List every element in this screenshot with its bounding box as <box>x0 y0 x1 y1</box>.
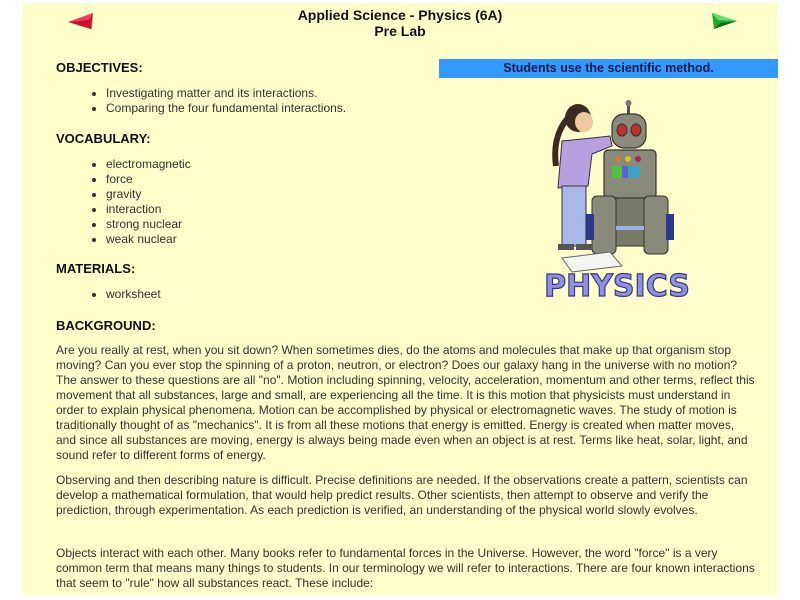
list-item: • electromagnetic <box>106 157 191 172</box>
objectives-list <box>56 86 346 116</box>
background-heading: BACKGROUND: <box>56 318 156 333</box>
materials-heading: MATERIALS: <box>56 261 136 276</box>
list-item: • interaction <box>106 202 191 217</box>
list-item: • Investigating matter and its interactions. <box>106 86 346 101</box>
page-title <box>22 7 778 39</box>
list-item: • weak nuclear <box>106 232 191 247</box>
objective-banner: Students use the scientific method. <box>439 59 778 78</box>
background-paragraph-3: Objects interact with each other. Many books refer to fundamental forces in the Universe. However, the word "force" is a very common term that means many things to students. In our terminology we will refer to interactions. There are four known interactions that seem to "rule" how all substances react. These include: <box>56 546 755 590</box>
vocabulary-heading: VOCABULARY: <box>56 131 151 146</box>
next-page-button[interactable] <box>710 12 738 30</box>
list-item: • force <box>106 172 191 187</box>
title-line-2: Pre Lab <box>374 23 426 39</box>
objectives-heading: OBJECTIVES: <box>56 60 143 75</box>
background-paragraph-1: Are you really at rest, when you sit down? When sometimes dies, do the atoms and molecules that make up that organism stop moving? Can you ever stop the spinning of a proton, neutron, or electron? Does our galaxy hang in the universe with no motion? The answer to these questions are all "no". Motion including spinning, velocity, acceleration, momentum and other terms, reflect this movement that all substances, large and small, are experiencing all the time. It is this motion that physicists must understand in order to explain physical phenomena. Motion can be accomplished by physical or electromagnetic waves. The study of motion is traditionally thought of as "mechanics". It is from all these motions that energy is emitted. Energy is created when matter moves, and since all substances are moving, energy is always being made even when an object is at rest. Terms like heat, solar, light, and sound refer to different forms of energy. <box>56 343 755 462</box>
girl-with-robot-image <box>532 96 702 304</box>
physics-illustration <box>532 96 702 304</box>
page-panel <box>22 3 778 595</box>
list-item: • worksheet <box>106 287 161 302</box>
green-right-arrow-icon <box>710 12 738 30</box>
background-paragraph-2: Observing and then describing nature is difficult. Precise definitions are needed. If the observations create a pattern, scientists can develop a mathematical formulation, that would help predict results. Other scientists, then attempt to observe and verify the prediction, through experimentation. As each prediction is verified, an understanding of the physical world slowly evolves. <box>56 473 748 517</box>
vocabulary-list <box>56 157 191 247</box>
materials-list <box>56 287 161 302</box>
title-line-1: Applied Science - Physics (6A) <box>297 7 503 23</box>
list-item: • gravity <box>106 187 191 202</box>
physics-word: PHYSICS <box>544 269 690 304</box>
list-item: • Comparing the four fundamental interactions. <box>106 101 346 116</box>
list-item: • strong nuclear <box>106 217 191 232</box>
